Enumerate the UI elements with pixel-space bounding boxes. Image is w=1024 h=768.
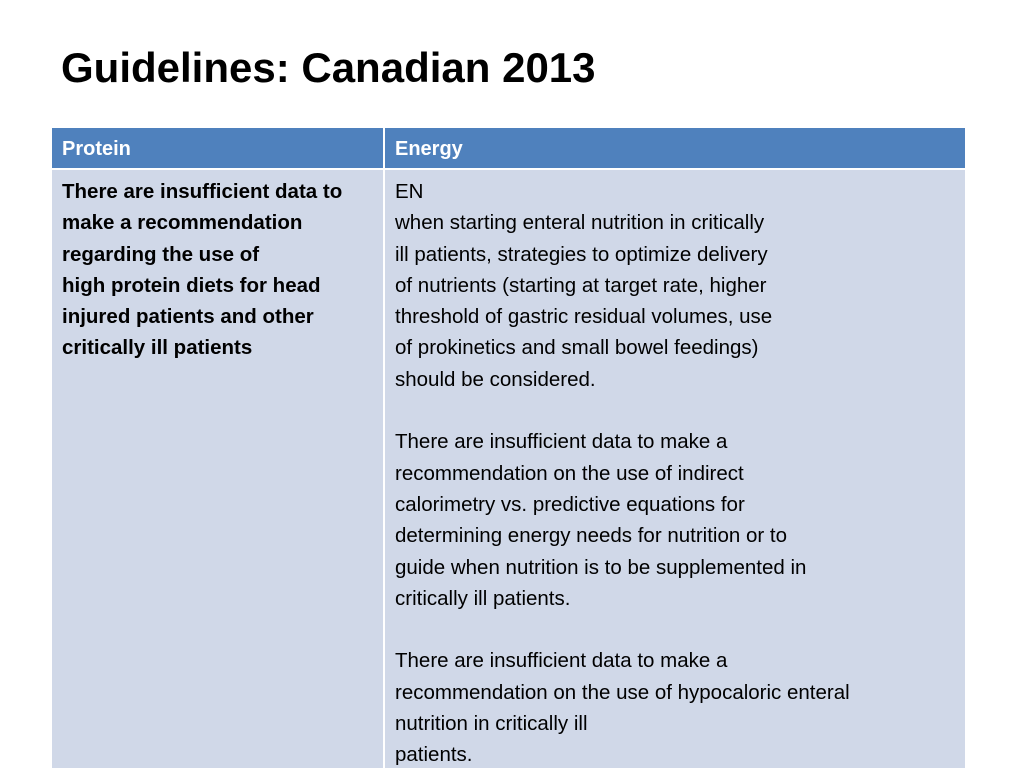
energy-paragraph-en: EN when starting enteral nutrition in critically ill patients, strategies to optimize delivery of nutrients (starting at target rate, higher threshold of gastric residual volumes, use of prokinetics and small bowel feedings) should be considered.	[395, 180, 773, 391]
table-header-row	[52, 128, 965, 168]
energy-paragraph-hypocaloric: There are insufficient data to make a recommendation on the use of hypocaloric enteral nutrition in critically ill patients.	[395, 649, 850, 767]
paragraph-spacer	[395, 395, 960, 426]
slide-title: Guidelines: Canadian 2013	[61, 44, 596, 91]
column-divider	[383, 128, 385, 168]
paragraph-spacer	[395, 614, 960, 645]
column-divider	[383, 170, 385, 768]
header-energy: Energy	[395, 138, 463, 160]
protein-cell: There are insufficient data to make a recommendation regarding the use of high protein diets for head injured patients and other critically ill patients	[62, 180, 343, 360]
energy-cell	[395, 176, 960, 768]
header-protein: Protein	[62, 138, 131, 160]
energy-paragraph-calorimetry: There are insufficient data to make a recommendation on the use of indirect calorimetry vs. predictive equations for determining energy needs for nutrition or to guide when nutrition is to be supplemented in critically ill patients.	[395, 430, 807, 610]
table-body-row	[52, 170, 965, 768]
